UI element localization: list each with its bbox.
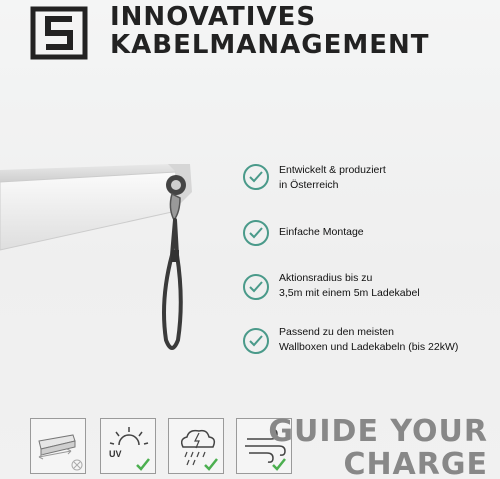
feature-item: [243, 218, 500, 262]
rail-length-icon: [30, 418, 86, 474]
uv-label: UV: [109, 449, 122, 459]
tagline-line-1: GUIDE YOUR: [268, 414, 488, 449]
header: [0, 0, 500, 70]
check-circle-icon: [243, 220, 269, 246]
title-line-1: INNOVATIVES: [110, 2, 317, 32]
feature-item: [243, 268, 500, 312]
brand-logo-icon: [30, 6, 88, 60]
tagline-line-2: CHARGE: [343, 447, 488, 479]
uv-resistant-icon: [100, 418, 156, 474]
feature-text: Einfache Montage: [279, 226, 364, 238]
feature-item: [243, 322, 500, 366]
feature-text: Passend zu den meisten Wallboxen und Ladekabeln (bis 22kW): [279, 326, 459, 353]
rain-resistant-icon: [168, 418, 224, 474]
feature-item: [243, 160, 500, 204]
check-circle-icon: [243, 274, 269, 300]
title-line-2: KABELMANAGEMENT: [110, 30, 430, 60]
product-rail-image: [0, 150, 200, 400]
feature-text: Entwickelt & produziert in Österreich: [279, 164, 386, 191]
check-circle-icon: [243, 164, 269, 190]
property-icon-bar: [30, 418, 305, 474]
check-circle-icon: [243, 328, 269, 354]
feature-text: Aktionsradius bis zu 3,5m mit einem 5m Ladekabel: [279, 272, 420, 299]
